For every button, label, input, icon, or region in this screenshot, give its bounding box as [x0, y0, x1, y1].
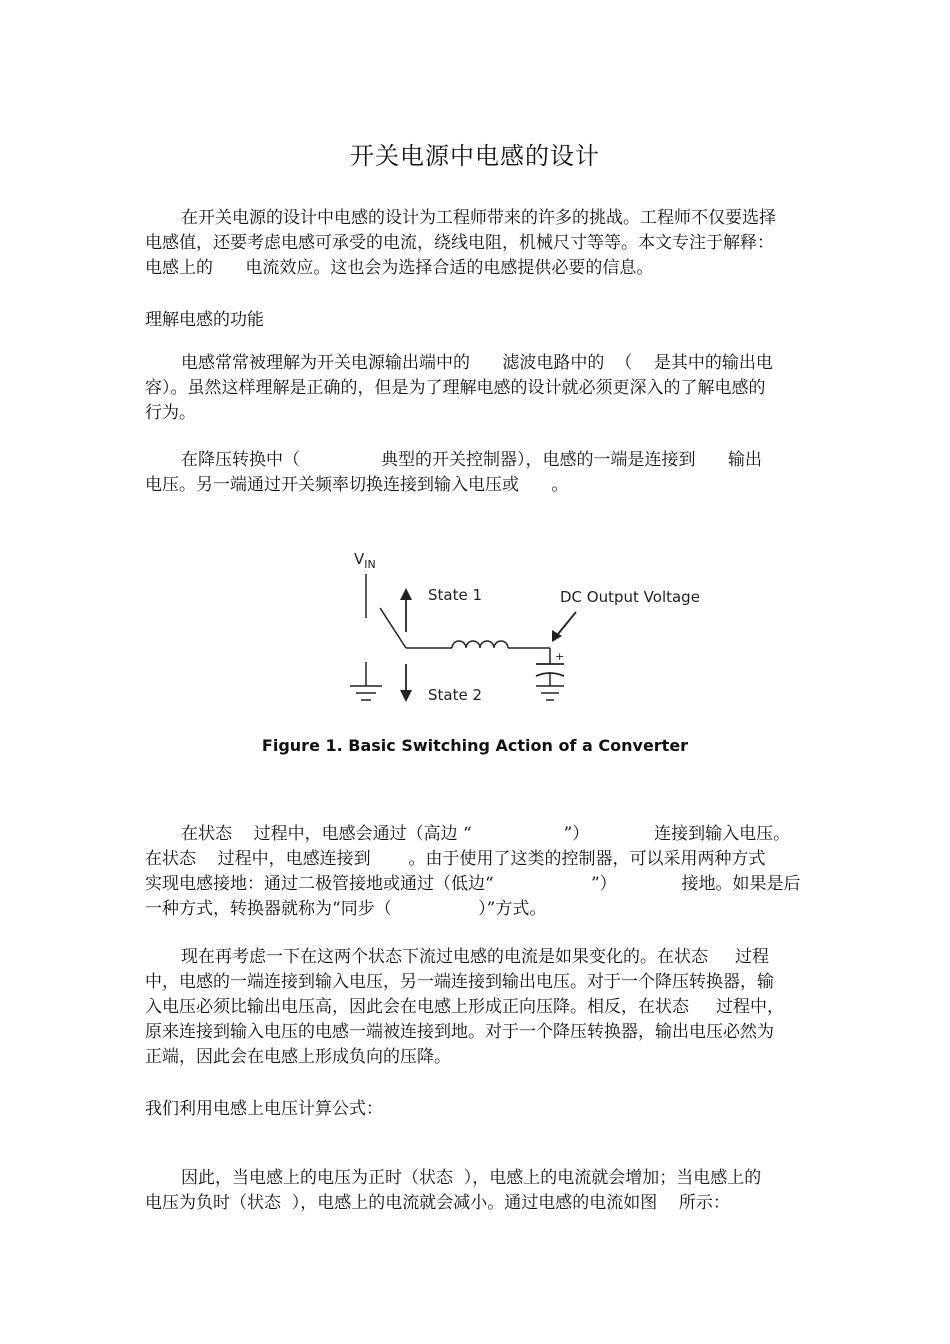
section-heading: 理解电感的功能 — [145, 310, 264, 330]
figure-caption: Figure 1. Basic Switching Action of a Converter — [261, 736, 689, 755]
text-line: 在状态 过程中，电感连接到 。由于使用了这类的控制器，可以采用两种方式 — [145, 849, 766, 869]
paragraph-current-change — [145, 945, 850, 1070]
text-line: 电压。另一端通过开关频率切换连接到输入电压或 。 — [145, 475, 569, 495]
paragraph-conclusion — [145, 1166, 850, 1216]
vin-label: $V_{IN}$ — [354, 550, 376, 571]
text-line: 入电压必须比输出电压高，因此会在电感上形成正向压降。相反，在状态 过程中， — [145, 997, 785, 1017]
text-line: 正端，因此会在电感上形成负向的压降。 — [145, 1047, 451, 1067]
text-line: 实现电感接地：通过二极管接地或通过（低边“ ”） 接地。如果是后 — [145, 874, 801, 894]
text-line: 在状态 过程中，电感会通过（高边 “ ”） 连接到输入电压。 — [181, 824, 791, 844]
text-line: 容）。虽然这样理解是正确的，但是为了理解电感的设计就必须更深入的了解电感的 — [145, 378, 766, 398]
text-line: 电感上的 电流效应。这也会为选择合适的电感提供必要的信息。 — [145, 258, 654, 278]
text-line: 中，电感的一端连接到输入电压，另一端连接到输出电压。对于一个降压转换器，输 — [145, 972, 774, 992]
text-line: 因此，当电感上的电压为正时（状态 ），电感上的电流就会增加；当电感上的 — [181, 1168, 762, 1188]
paragraph-buck-converter — [145, 448, 850, 498]
state1-label: State 1 — [428, 586, 483, 604]
dc-output-label: DC Output Voltage — [560, 588, 700, 606]
text-line: 行为。 — [145, 403, 196, 423]
text-line: 一种方式，转换器就称为“同步（ ）”方式。 — [145, 899, 547, 919]
page-title: 开关电源中电感的设计 — [350, 142, 600, 170]
text-line: 在降压转换中（ 典型的开关控制器），电感的一端是连接到 输出 — [181, 450, 762, 470]
text-line: 原来连接到输入电压的电感一端被连接到地。对于一个降压转换器，输出电压必然为 — [145, 1022, 774, 1042]
state1-arrow — [400, 588, 412, 632]
inductor-coil — [452, 641, 508, 648]
text-line: 现在再考虑一下在这两个状态下流过电感的电流是如果变化的。在状态 过程 — [181, 947, 770, 967]
dc-output-arrow — [552, 612, 576, 642]
switch-blade — [380, 608, 406, 648]
state2-label: State 2 — [428, 686, 483, 704]
paragraph-inductor-function — [145, 351, 850, 426]
text-line: 电感值，还要考虑电感可承受的电流，绕线电阻，机械尺寸等等。本文专注于解释： — [145, 233, 774, 253]
text-line: 电感常常被理解为开关电源输出端中的 滤波电路中的 （ 是其中的输出电 — [181, 353, 773, 373]
ground-symbol-right — [536, 686, 564, 700]
text-line: 在开关电源的设计中电感的设计为工程师带来的许多的挑战。工程师不仅要选择 — [181, 208, 776, 228]
text-line: 电压为负时（状态 ），电感上的电流就会减小。通过电感的电流如图 所示： — [145, 1193, 730, 1213]
state2-arrow — [400, 664, 412, 702]
paragraph-switch-states — [145, 822, 850, 922]
plus-sign: + — [555, 650, 565, 663]
formula-intro: 我们利用电感上电压计算公式： — [145, 1099, 383, 1119]
ground-symbol-left — [350, 686, 382, 700]
intro-paragraph — [145, 206, 850, 281]
